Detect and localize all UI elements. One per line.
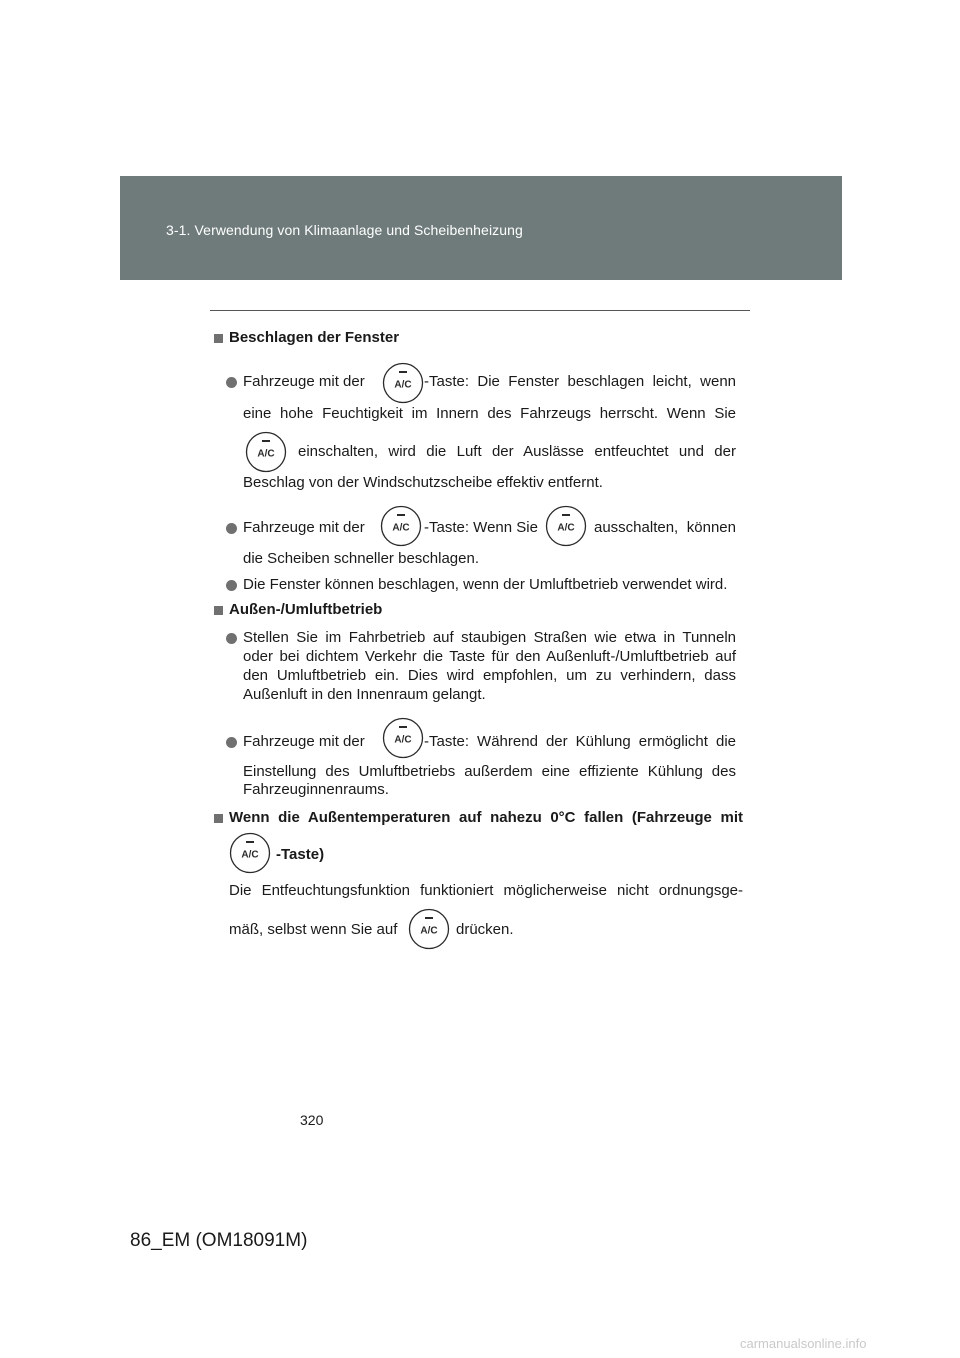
paragraph-text: die Scheiben schneller beschlagen. (243, 550, 479, 567)
paragraph-text: oder bei dichtem Verkehr die Taste für den Außenluft-/Umluftbetrieb auf (243, 648, 736, 665)
paragraph-text: -Taste: Die Fenster beschlagen leicht, wenn (424, 373, 736, 390)
paragraph-text: den Umluftbetrieb ein. Dies wird empfohlen, um zu verhindern, dass (243, 667, 736, 684)
round-bullet-icon (226, 633, 237, 644)
svg-text:A/C: A/C (557, 522, 575, 534)
svg-text:A/C: A/C (392, 522, 410, 534)
section-heading-low-temperature: Wenn die Außentemperaturen auf nahezu 0°C fallen (Fahrzeuge mit (229, 809, 743, 826)
section-heading-low-temperature-cont: -Taste) (276, 846, 325, 863)
divider-rule (210, 310, 750, 311)
svg-text:A/C: A/C (257, 448, 275, 460)
round-bullet-icon (226, 377, 237, 388)
watermark-link[interactable]: carmanualsonline.info (740, 1336, 867, 1351)
ac-button-icon (382, 362, 424, 404)
ac-button-icon (408, 908, 450, 950)
svg-text:A/C: A/C (394, 379, 412, 391)
document-code: 86_EM (OM18091M) (130, 1230, 308, 1251)
paragraph-text: ausschalten, können (594, 519, 736, 536)
square-bullet-icon (214, 606, 223, 615)
ac-button-icon (382, 717, 424, 759)
paragraph-text: Beschlag von der Windschutzscheibe effektiv entfernt. (243, 474, 603, 491)
square-bullet-icon (214, 334, 223, 343)
ac-button-icon (545, 505, 587, 547)
paragraph-text: Fahrzeuge mit der (243, 373, 365, 390)
paragraph-text: Die Entfeuchtungsfunktion funktioniert möglicherweise nicht ordnungsge- (229, 882, 743, 899)
paragraph-text: -Taste: Während der Kühlung ermöglicht die (424, 733, 736, 750)
square-bullet-icon (214, 814, 223, 823)
ac-button-icon (245, 431, 287, 473)
round-bullet-icon (226, 523, 237, 534)
svg-text:A/C: A/C (420, 925, 438, 937)
paragraph-text: mäß, selbst wenn Sie auf (229, 921, 398, 938)
ac-button-icon (380, 505, 422, 547)
svg-text:A/C: A/C (394, 734, 412, 746)
section-heading-fogging: Beschlagen der Fenster (229, 329, 400, 346)
round-bullet-icon (226, 737, 237, 748)
round-bullet-icon (226, 580, 237, 591)
ac-button-icon (229, 832, 271, 874)
paragraph-text: eine hohe Feuchtigkeit im Innern des Fahrzeugs herrscht. Wenn Sie (243, 405, 736, 422)
svg-text:A/C: A/C (241, 849, 259, 861)
paragraph-text: Einstellung des Umluftbetriebs außerdem eine effiziente Kühlung des (243, 763, 736, 780)
section-heading-recirculation: Außen-/Umluftbetrieb (229, 601, 383, 618)
paragraph-text: Fahrzeuge mit der (243, 733, 365, 750)
paragraph-text: Fahrzeuginnenraums. (243, 781, 389, 798)
section-header-band (120, 176, 842, 280)
paragraph-text: Außenluft in den Innenraum gelangt. (243, 686, 486, 703)
paragraph-text: drücken. (456, 921, 514, 938)
paragraph-text: -Taste: Wenn Sie (424, 519, 538, 536)
page-number: 320 (300, 1112, 324, 1128)
paragraph-text: Die Fenster können beschlagen, wenn der Umluftbetrieb verwendet wird. (243, 576, 728, 593)
paragraph-text: einschalten, wird die Luft der Auslässe entfeuchtet und der (298, 443, 736, 460)
paragraph-text: Fahrzeuge mit der (243, 519, 365, 536)
paragraph-text: Stellen Sie im Fahrbetrieb auf staubigen Straßen wie etwa in Tunneln (243, 629, 736, 646)
section-title: 3-1. Verwendung von Klimaanlage und Scheibenheizung (166, 222, 523, 238)
